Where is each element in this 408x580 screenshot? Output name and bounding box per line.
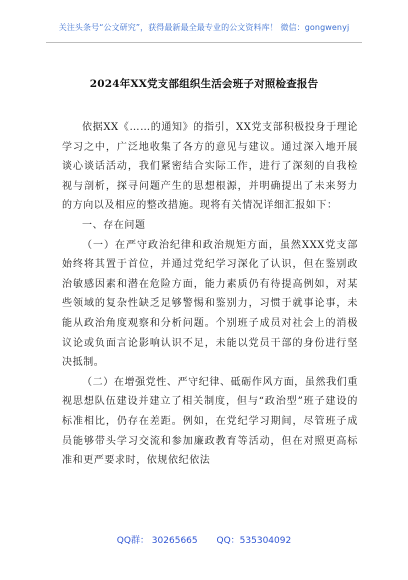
header-divider — [46, 42, 362, 43]
contact-footer — [0, 533, 408, 546]
promo-banner: 关注头条号“公文研究”，获得最新最全最专业的公文资料库！ 微信：gongwenyj — [58, 23, 350, 32]
document-body — [62, 118, 358, 471]
qq-number-text: QQ：535304092 — [216, 536, 292, 546]
issue-paragraph-2: （二）在增强党性、严守纪律、砥砺作风方面，虽然我们重视思想队伍建设并建立了相关制度，但与“政治型”班子建设的标准相比，仍存在差距。例如，在党纪学习期间，尽管班子成员能够带头学习交流和参加廉政教育等活动，但在对照更高标准和更严要求时，依规依纪依法 — [62, 376, 358, 467]
intro-paragraph: 依据XX《……的通知》的指引，XX党支部积极投身于理论学习之中，广泛地收集了各方的意见与建议。通过深入地开展谈心谈话活动，我们紧密结合实际工作，进行了深刻的自我检视与剖析，探寻问题产生的思想根源，并明确提出了未来努力的方向以及相应的整改措施。现将有关情况详细汇报如下： — [62, 122, 358, 212]
qq-group-text: QQ群： 30265665 — [116, 536, 198, 546]
section-heading: 一、存在问题 — [82, 219, 146, 231]
document-title: 2024年XX党支部组织生活会班子对照检查报告 — [89, 78, 319, 90]
issue-paragraph-1: （一）在严守政治纪律和政治规矩方面，虽然XXX党支部始终将其置于首位，并通过党纪学习深化了认识，但在鉴别政治敏感因素和潜在危险方面，能力素质仍有待提高例如，对某些领域的复杂性缺乏足够警惕和鉴别力，习惯于就事论事，未能从政治角度观察和分析问题。个别班子成员对社会上的消极议论或负面言论影响认识不足，未能以党员干部的身份进行坚决抵制。 — [62, 239, 358, 369]
